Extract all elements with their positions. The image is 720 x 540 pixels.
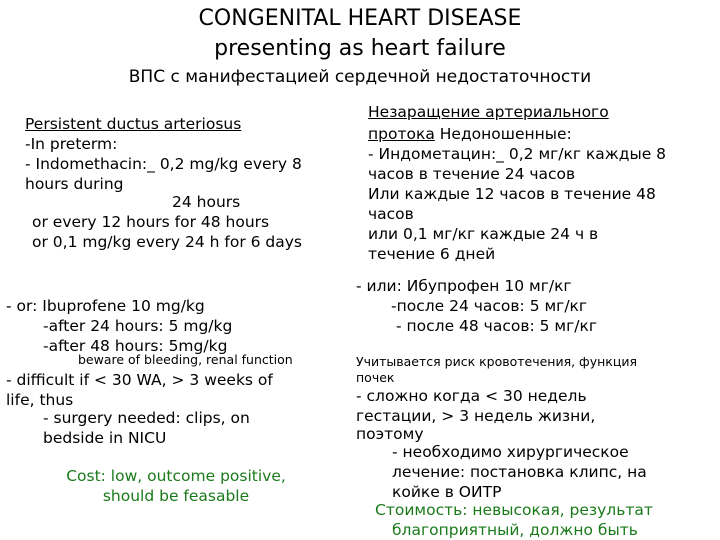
- difficult-line: - difficult if < 30 WA, > 3 weeks of: [6, 371, 273, 389]
- after-48h-ru-line: - после 48 часов: 5 мг/кг: [396, 317, 597, 335]
- ibuprofen-ru-line: - или: Ибупрофен 10 мг/кг: [356, 277, 572, 295]
- preterm-line: -In preterm:: [25, 135, 118, 153]
- clips-ru-line: лечение: постановка клипс, на: [392, 463, 647, 481]
- surgery-ru-line: - необходимо хирургическое: [392, 443, 629, 461]
- after-48h-line: -after 48 hours: 5mg/kg: [43, 337, 228, 355]
- gestation-ru-line: гестации, > 3 недель жизни,: [356, 407, 596, 425]
- cost-ru-line-2: благоприятный, должно быть: [392, 521, 638, 539]
- bleeding-note-ru-1: Учитывается риск кровотечения, функция: [356, 354, 638, 369]
- preterm-ru: Недоношенные:: [434, 125, 572, 143]
- nicu-ru-line: койке в ОИТР: [392, 483, 502, 501]
- every-12-hours-line: or every 12 hours for 48 hours: [32, 213, 270, 231]
- hours-during-line: hours during: [25, 175, 124, 193]
- after-24h-ru-line: -после 24 часов: 5 мг/кг: [391, 297, 588, 315]
- cost-line-1: Cost: low, outcome positive,: [66, 467, 286, 485]
- therefore-ru-line: поэтому: [356, 425, 424, 443]
- ru-line-hours: часов: [368, 205, 414, 223]
- indomethacin-line: - Indomethacin:_ 0,2 mg/kg every 8: [25, 155, 302, 173]
- slide-title-russian: ВПС с манифестацией сердечной недостаточности: [128, 67, 592, 87]
- ru-line-6days: течение 6 дней: [368, 245, 496, 263]
- difficult-ru-line: - сложно когда < 30 недель: [356, 387, 587, 405]
- cost-line-2: should be feasable: [102, 487, 250, 505]
- ru-line-24h: часов в течение 24 часов: [368, 165, 576, 183]
- every-24h-line: or 0,1 mg/kg every 24 h for 6 days: [32, 233, 302, 251]
- ru-line-12h: Или каждые 12 часов в течение 48: [368, 185, 656, 203]
- bleeding-note-ru-2: почек: [356, 370, 395, 385]
- slide-subtitle: presenting as heart failure: [214, 36, 506, 61]
- indomethacin-ru-line: - Индометацин:_ 0,2 мг/кг каждые 8: [368, 145, 667, 163]
- ru-line-01mg: или 0,1 мг/кг каждые 24 ч в: [368, 225, 599, 243]
- ibuprofene-line: - or: Ibuprofene 10 mg/kg: [6, 297, 205, 315]
- 24-hours-line: 24 hours: [172, 193, 241, 211]
- nicu-line: bedside in NICU: [43, 429, 167, 447]
- cost-ru-line-1: Стоимость: невысокая, результат: [375, 501, 653, 519]
- slide-title: CONGENITAL HEART DISEASE: [198, 6, 522, 31]
- pda-heading: Persistent ductus arteriosus: [25, 115, 242, 133]
- bleeding-note: beware of bleeding, renal function: [78, 352, 293, 367]
- after-24h-line: -after 24 hours: 5 mg/kg: [43, 317, 233, 335]
- pda-heading-ru: Незаращение артериального: [368, 103, 609, 121]
- life-thus-line: life, thus: [6, 391, 74, 409]
- surgery-line: - surgery needed: clips, on: [43, 409, 250, 427]
- pda-heading-ru-line2: [368, 124, 572, 144]
- pda-heading-ru-underlined: протока: [368, 125, 435, 143]
